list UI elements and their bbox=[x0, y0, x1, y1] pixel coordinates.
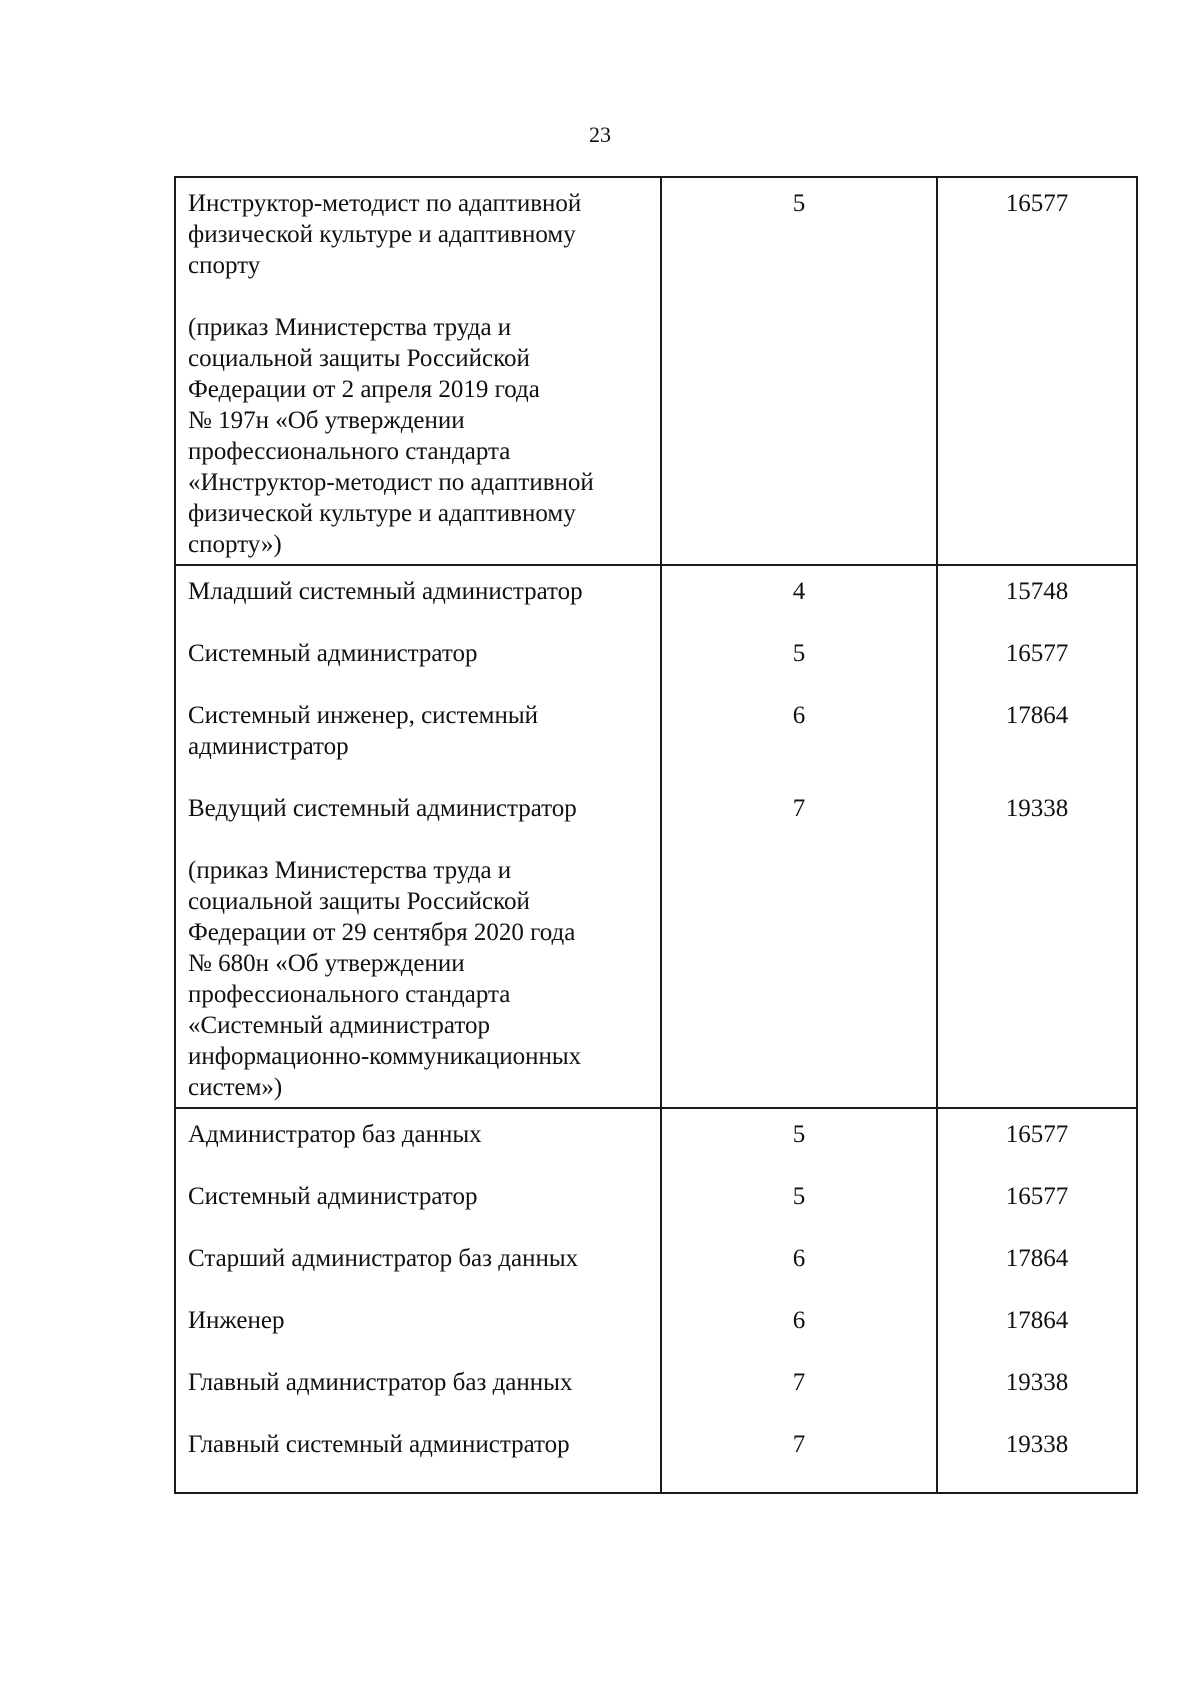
table-row bbox=[175, 565, 1137, 1108]
salary-value: 15748 bbox=[1005, 578, 1069, 605]
salary-table bbox=[174, 176, 1138, 1494]
position-title: Главный администратор баз данных bbox=[188, 1369, 573, 1396]
position-cell bbox=[175, 565, 661, 1108]
qualification-level-cell bbox=[661, 1108, 937, 1493]
salary-value: 19338 bbox=[1005, 1369, 1069, 1396]
salary-value: 17864 bbox=[1005, 1245, 1069, 1272]
position-title: Инструктор-методист по адаптивной физической культуре и адаптивному спорту bbox=[188, 190, 582, 279]
position-title: Системный администратор bbox=[188, 1183, 478, 1210]
qualification-level: 6 bbox=[792, 1245, 806, 1272]
order-reference: (приказ Министерства труда и социальной защиты Российской Федерации от 2 апреля 2019 года № 197н «Об утверждении профессионального стандарта «Инструктор-методист по адаптивной физической культуре и адаптивному спорту») bbox=[188, 314, 594, 558]
qualification-level: 5 bbox=[792, 1183, 806, 1210]
salary-cell bbox=[937, 177, 1137, 565]
salary-value: 17864 bbox=[1005, 1307, 1069, 1334]
qualification-level: 7 bbox=[792, 1431, 806, 1458]
salary-value: 19338 bbox=[1005, 1431, 1069, 1458]
position-title: Инженер bbox=[188, 1307, 285, 1334]
qualification-level: 7 bbox=[792, 1369, 806, 1396]
qualification-level: 6 bbox=[792, 1307, 806, 1334]
position-cell bbox=[175, 1108, 661, 1493]
qualification-level-cell bbox=[661, 565, 937, 1108]
salary-value: 16577 bbox=[1005, 640, 1069, 667]
order-reference: (приказ Министерства труда и социальной защиты Российской Федерации от 29 сентября 2020 года № 680н «Об утверждении профессионального стандарта «Системный администратор информационно-коммуникационных систем») bbox=[188, 857, 582, 1101]
qualification-level: 5 bbox=[792, 190, 806, 217]
position-title: Администратор баз данных bbox=[188, 1121, 482, 1148]
qualification-level: 4 bbox=[792, 578, 806, 605]
position-cell bbox=[175, 177, 661, 565]
position-title: Ведущий системный администратор bbox=[188, 795, 577, 822]
qualification-level: 5 bbox=[792, 640, 806, 667]
qualification-level-cell bbox=[661, 177, 937, 565]
table-row bbox=[175, 1108, 1137, 1493]
page-number: 23 bbox=[589, 122, 611, 147]
position-title: Системный инженер, системный администратор bbox=[188, 702, 539, 760]
salary-value: 16577 bbox=[1005, 1183, 1069, 1210]
table-row bbox=[175, 177, 1137, 565]
position-title: Главный системный администратор bbox=[188, 1431, 570, 1458]
position-title: Системный администратор bbox=[188, 640, 478, 667]
table-body bbox=[175, 177, 1137, 1493]
qualification-level: 5 bbox=[792, 1121, 806, 1148]
salary-value: 16577 bbox=[1005, 1121, 1069, 1148]
salary-value: 17864 bbox=[1005, 702, 1069, 729]
salary-value: 19338 bbox=[1005, 795, 1069, 822]
salary-value: 16577 bbox=[1005, 190, 1069, 217]
position-title: Старший администратор баз данных bbox=[188, 1245, 579, 1272]
salary-cell bbox=[937, 565, 1137, 1108]
position-title: Младший системный администратор bbox=[188, 578, 583, 605]
salary-cell bbox=[937, 1108, 1137, 1493]
qualification-level: 6 bbox=[792, 702, 806, 729]
qualification-level: 7 bbox=[792, 795, 806, 822]
